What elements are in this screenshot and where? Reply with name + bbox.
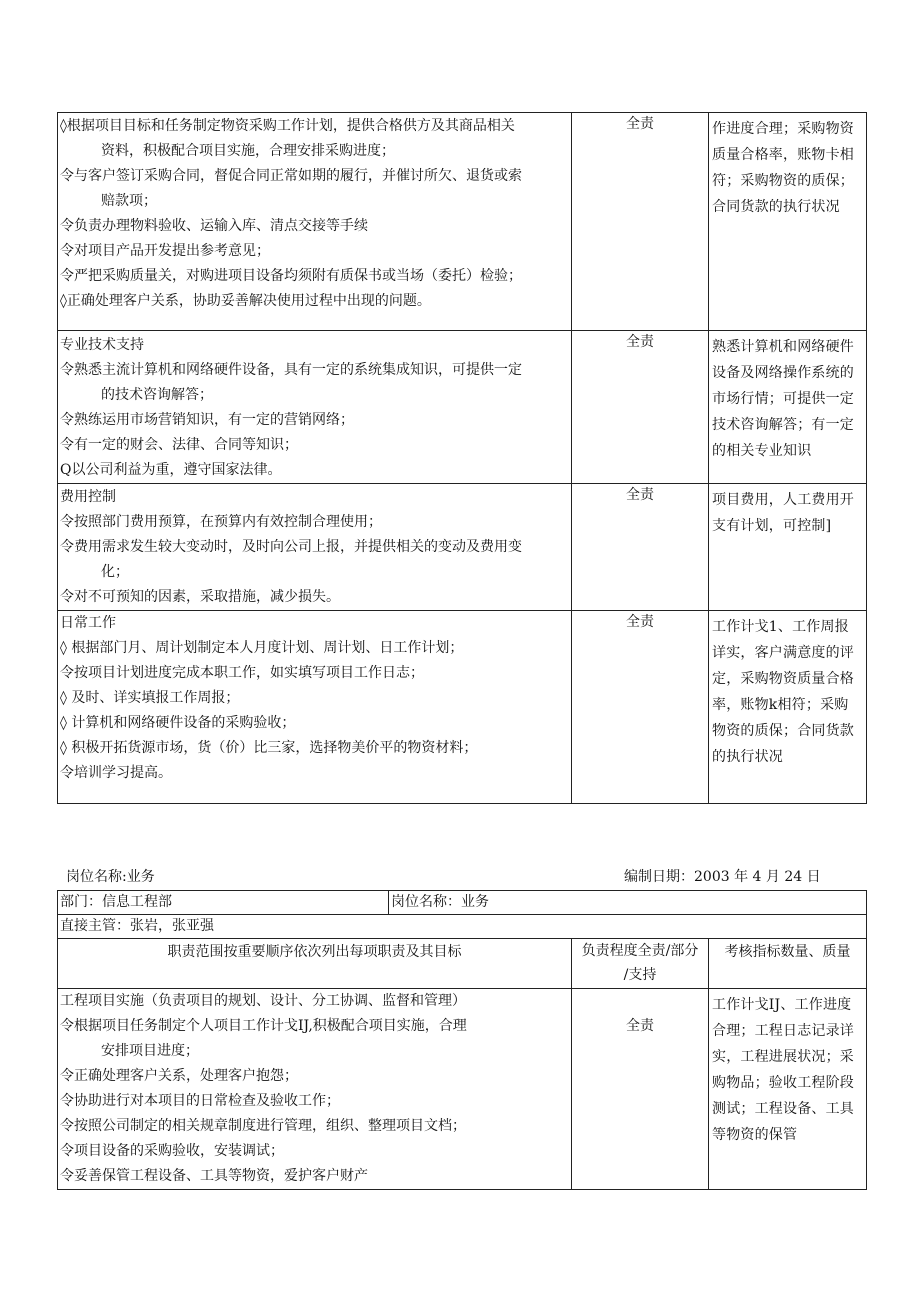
metric-line: 定，采购物资质量合格 [712,671,854,687]
table-row [58,331,867,484]
responsibility-value: 全责 [626,487,654,503]
duty-line: 令按照部门费用预算，在预算内有效控制合理使用； [60,514,382,530]
duty-line: Q以公司利益为重，遵守国家法律。 [60,462,282,478]
metrics-cell [709,484,867,611]
responsibility-value: 全责 [626,116,654,132]
table-row [58,915,867,939]
metrics-cell [709,611,867,804]
metric-line: 项目费用，人工费用开 [712,492,854,508]
metrics-list [709,113,866,220]
duty-line: 令熟练运用市场营销知识，有一定的营销网络； [60,412,354,428]
metric-line: 市场行情；可提供一定 [712,391,854,407]
metric-line: 技术咨询解答；有一定 [712,417,854,433]
duties-cell [58,611,572,804]
responsibility-cell [572,484,709,611]
metric-line: 物资的质保；合同货款 [712,723,854,739]
duty-line: 安排项目进度； [101,1043,199,1059]
metrics-cell [709,989,867,1190]
duty-line: ◊正确处理客户关系，协助妥善解决使用过程中出现的问题。 [60,293,431,309]
metric-line: 测试；工程设备、工具 [712,1101,854,1117]
duty-line: 费用控制 [60,489,116,505]
metrics-list [709,484,866,539]
metric-line: 的执行状况 [712,749,783,765]
col-header-responsibility [572,939,709,989]
duty-line: 令项目设备的采购验收，安装调试； [60,1143,284,1159]
duty-line: 令根据项目任务制定个人项目工作计戈IJ,积极配合项目实施，合理 [60,1018,467,1034]
duty-line: 令正确处理客户关系，处理客户抱怨； [60,1068,298,1084]
table-row [58,891,867,915]
duty-line: 令按照公司制定的相关规章制度进行管理，组织、整理项目文档； [60,1118,466,1134]
supervisor-cell [58,915,867,939]
duties-list [58,484,571,610]
metrics-list [709,989,866,1148]
metric-line: 设备及网络操作系统的 [712,365,854,381]
duty-line: ◊ 根据部门月、周计划制定本人月度计划、周计划、日工作计划； [60,640,464,656]
table-row [58,113,867,331]
metric-line: 工作计戈IJ、工作进度 [712,997,852,1013]
duty-line: 专业技术支持 [60,337,144,353]
responsibility-value: 全责 [626,1018,654,1034]
duty-line: 令负责办理物料验收、运输入库、清点交接等手续 [60,218,368,234]
responsibility-cell [572,331,709,484]
duty-line: ◊根据项目目标和任务制定物资采购工作计划，提供合格供方及其商品相关 [60,118,515,134]
metric-line: 作进度合理；采购物资 [712,121,854,137]
duty-line: ◊ 计算机和网络硬件设备的采购验收； [60,715,296,731]
department-cell [58,891,389,915]
duty-line: ◊ 积极开拓货源市场，货（价）比三家，选择物美价平的物资材料； [60,740,478,756]
metric-line: 的相关专业知识 [712,443,812,459]
post-title: 岗位名称:业务 [66,869,155,885]
col-header-metrics-label: 考核指标数量、质量 [724,944,851,960]
table-row [58,484,867,611]
duty-line: ◊ 及时、详实填报工作周报； [60,690,240,706]
duties-cell [58,331,572,484]
duty-line: 令费用需求发生较大变动时，及时向公司上报，并提供相关的变动及费用变 [60,539,522,555]
compile-date: 编制日期：2003 年 4 月 24 日 [624,869,821,885]
duty-line: 令妥善保管工程设备、工具等物资，爱护客户财产 [60,1168,368,1184]
duty-line: 令培训学习提高。 [60,765,172,781]
duty-line: 令与客户签订采购合同，督促合同正常如期的履行，并催讨所欠、退货或索 [60,168,522,184]
metric-line: 合同货款的执行状况 [712,199,840,215]
metric-line: 详实，客户满意度的评 [712,645,854,661]
metric-line: 熟悉计算机和网络硬件 [712,339,854,355]
col-header-resp-line2: /支持 [623,967,657,983]
metric-line: 支有计划，可控制] [712,518,832,534]
supervisor: 直接主管：张岩，张亚强 [60,918,214,934]
duties-table-1 [57,112,867,804]
duties-cell [58,989,572,1190]
duty-line: 令按项目计划进度完成本职工作，如实填写项目工作日志； [60,665,424,681]
metric-line: 等物资的保管 [712,1127,798,1143]
responsibility-cell [572,989,709,1190]
metric-line: 实，工程进展状况；采 [712,1049,854,1065]
duties-cell [58,484,572,611]
metric-line: 质量合格率，账物卡相 [712,147,854,163]
table-row [58,989,867,1190]
metrics-cell [709,113,867,331]
duties-table-2 [57,890,867,1190]
duty-line: 工程项目实施（负责项目的规划、设计、分工协调、监督和管理） [60,993,466,1009]
department: 部门：信息工程部 [60,894,172,910]
duties-list [58,989,571,1189]
duty-line: 赔款项； [101,193,157,209]
metric-line: 率，账物k相符；采购 [712,697,849,713]
table-row [58,939,867,989]
metric-line: 符；采购物资的质保； [712,173,854,189]
duties-list [58,331,571,483]
col-header-duties [58,939,572,989]
duty-line: 令对不可预知的因素，采取措施，减少损失。 [60,589,340,605]
duty-line: 的技术咨询解答； [101,387,213,403]
responsibility-cell [572,611,709,804]
metric-line: 合理；工程日志记录详 [712,1023,854,1039]
duties-list [58,113,571,314]
duties-list [58,611,571,786]
table-row [58,611,867,804]
metrics-list [709,331,866,464]
metric-line: 工作计戈1、工作周报 [712,619,849,635]
post-name: 岗位名称：业务 [391,894,489,910]
duty-line: 令对项目产品开发提出参考意见； [60,243,270,259]
col-header-duties-label: 职责范围按重要顺序依次列出每项职责及其目标 [167,944,462,960]
metrics-cell [709,331,867,484]
metrics-list [709,611,866,770]
col-header-resp-line1: 负责程度全责/部分 [581,943,699,959]
post-cell [389,891,867,915]
duty-line: 化； [101,564,129,580]
duties-cell [58,113,572,331]
duty-line: 令熟悉主流计算机和网络硬件设备，具有一定的系统集成知识，可提供一定 [60,362,522,378]
col-header-metrics [709,939,867,989]
duty-line: 日常工作 [60,615,116,631]
duty-line: 令有一定的财会、法律、合同等知识； [60,437,298,453]
metric-line: 购物品；验收工程阶段 [712,1075,854,1091]
responsibility-value: 全责 [626,334,654,350]
responsibility-cell [572,113,709,331]
duty-line: 资料，积极配合项目实施，合理安排采购进度； [101,143,395,159]
duty-line: 令严把采购质量关，对购进项目设备均须附有质保书或当场（委托）检验； [60,268,522,284]
responsibility-value: 全责 [626,614,654,630]
duty-line: 令协助进行对本项目的日常检查及验收工作； [60,1093,340,1109]
